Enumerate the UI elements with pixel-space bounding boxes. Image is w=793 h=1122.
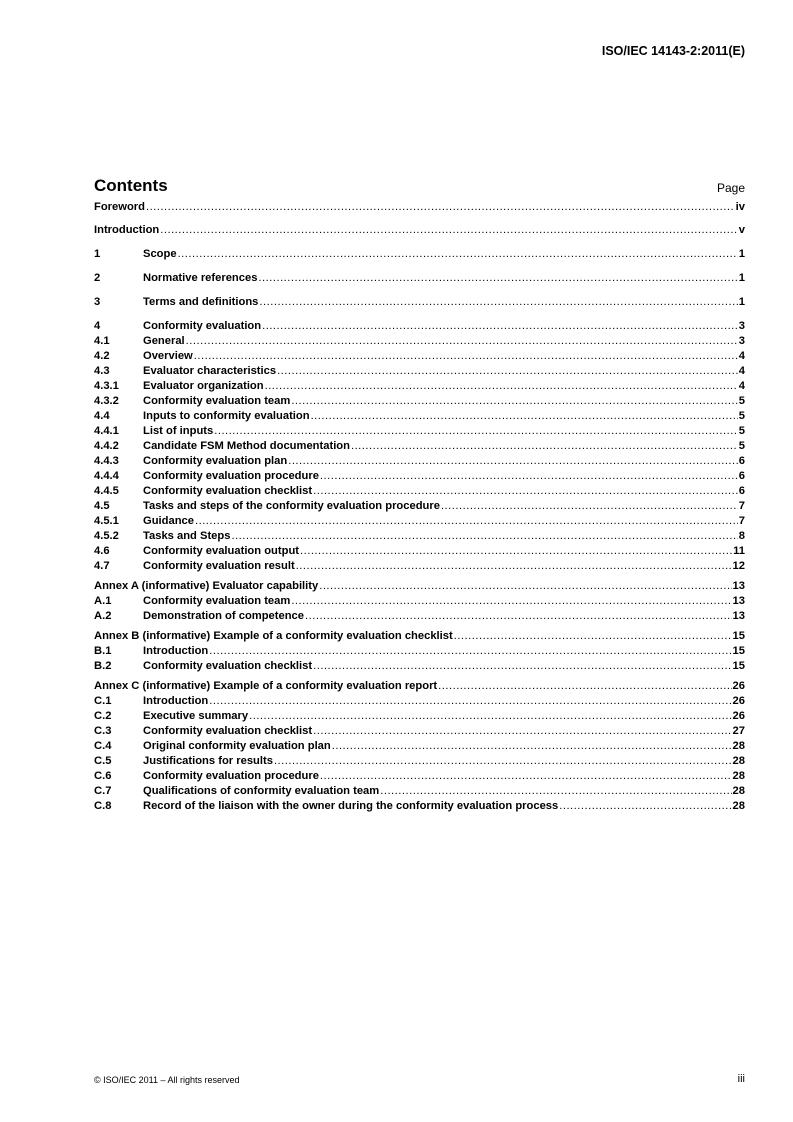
toc-entry[interactable] — [94, 629, 745, 644]
toc-entry-page: 3 — [738, 335, 745, 347]
toc-entry-page: v — [738, 224, 745, 236]
dot-leader — [332, 739, 732, 754]
toc-entry-number: 4.1 — [94, 335, 110, 347]
toc-entry-number: 4.3 — [94, 365, 110, 377]
toc-entry-title: Conformity evaluation checklist — [143, 485, 313, 497]
toc-entry[interactable] — [94, 659, 745, 674]
toc-entry-number: C.4 — [94, 740, 112, 752]
toc-entry-title: Justifications for results — [143, 755, 273, 767]
dot-leader — [311, 409, 738, 424]
dot-leader — [195, 514, 738, 529]
toc-entry[interactable] — [94, 724, 745, 739]
toc-entry-number: 4.3.1 — [94, 380, 119, 392]
toc-entry-title: List of inputs — [143, 425, 214, 437]
toc-entry-title: Tasks and Steps — [143, 530, 231, 542]
toc-entry-title: Conformity evaluation team — [143, 595, 291, 607]
toc-entry-page: 3 — [738, 320, 745, 332]
toc-entry-page: 7 — [738, 500, 745, 512]
toc-entry-title: Tasks and steps of the conformity evaluation procedure — [143, 500, 440, 512]
copyright-notice: © ISO/IEC 2011 – All rights reserved — [94, 1075, 240, 1085]
page-number: iii — [737, 1073, 745, 1085]
page-title: Contents — [94, 176, 168, 195]
toc-entry-title: Record of the liaison with the owner during the conformity evaluation process — [143, 800, 559, 812]
toc-entry-title: Annex B (informative) Example of a conformity evaluation checklist — [94, 630, 453, 642]
toc-entry-title: Guidance — [143, 515, 194, 527]
toc-entry[interactable] — [94, 709, 745, 724]
toc-entry[interactable] — [94, 454, 745, 469]
toc-entry-number: B.1 — [94, 645, 112, 657]
toc-entry-number: C.1 — [94, 695, 112, 707]
dot-leader — [160, 223, 738, 238]
toc-entry-page: 28 — [732, 785, 745, 797]
toc-entry[interactable] — [94, 409, 745, 424]
toc-entry-title: Conformity evaluation checklist — [143, 725, 313, 737]
toc-entry-number: 4.7 — [94, 560, 110, 572]
dot-leader — [186, 334, 738, 349]
toc-entry-title: Overview — [143, 350, 193, 362]
toc-entry[interactable] — [94, 609, 745, 624]
toc-entry-number: C.5 — [94, 755, 112, 767]
toc-entry-title: Original conformity evaluation plan — [143, 740, 331, 752]
toc-entry-title: Conformity evaluation procedure — [143, 470, 319, 482]
toc-entry[interactable] — [94, 364, 745, 379]
toc-entry-page: 5 — [738, 425, 745, 437]
toc-entry-title: Qualifications of conformity evaluation team — [143, 785, 380, 797]
toc-entry[interactable] — [94, 295, 745, 310]
toc-entry-title: Annex A (informative) Evaluator capability — [94, 580, 319, 592]
toc-entry-page: 28 — [732, 740, 745, 752]
toc-entry[interactable] — [94, 784, 745, 799]
toc-entry-title: Candidate FSM Method documentation — [143, 440, 350, 452]
toc-entry-number: 4.6 — [94, 545, 110, 557]
toc-entry[interactable] — [94, 739, 745, 754]
toc-entry-number: 4.4.1 — [94, 425, 119, 437]
toc-entry[interactable] — [94, 754, 745, 769]
toc-entry-title: Conformity evaluation result — [143, 560, 295, 572]
toc-entry-number: 4.5.2 — [94, 530, 119, 542]
toc-entry-page: 1 — [738, 296, 745, 308]
toc-entry-page: 4 — [738, 365, 745, 377]
toc-entry[interactable] — [94, 247, 745, 262]
toc-entry-number: 2 — [94, 272, 101, 284]
toc-entry-page: 5 — [738, 395, 745, 407]
toc-entry-page: 4 — [738, 350, 745, 362]
toc-entry-title: Introduction — [94, 224, 160, 236]
toc-entry-title: Conformity evaluation team — [143, 395, 291, 407]
toc-entry-title: Introduction — [143, 645, 209, 657]
toc-entry[interactable] — [94, 200, 745, 215]
toc-entry-page: 6 — [738, 455, 745, 467]
dot-leader — [296, 559, 732, 574]
toc-entry[interactable] — [94, 424, 745, 439]
toc-entry-title: Inputs to conformity evaluation — [143, 410, 310, 422]
dot-leader — [288, 454, 738, 469]
dot-leader — [320, 769, 732, 784]
toc-entry-page: 7 — [738, 515, 745, 527]
toc-entry-number: B.2 — [94, 660, 112, 672]
toc-entry-page: 27 — [732, 725, 745, 737]
dot-leader — [305, 609, 732, 624]
toc-entry-page: 6 — [738, 470, 745, 482]
toc-entry[interactable] — [94, 579, 745, 594]
toc-entry-page: 26 — [732, 710, 745, 722]
toc-entry-page: 28 — [732, 800, 745, 812]
toc-entry-number: C.8 — [94, 800, 112, 812]
dot-leader — [319, 579, 731, 594]
toc-entry[interactable] — [94, 334, 745, 349]
toc-entry-page: 26 — [732, 680, 745, 692]
toc-entry-number: 4.5.1 — [94, 515, 119, 527]
toc-entry-title: Executive summary — [143, 710, 249, 722]
toc-entry[interactable] — [94, 349, 745, 364]
toc-entry[interactable] — [94, 594, 745, 609]
toc-entry-number: 4.4.3 — [94, 455, 119, 467]
dot-leader — [274, 754, 732, 769]
page-column-label: Page — [716, 181, 745, 195]
toc-entry-title: Conformity evaluation output — [143, 545, 299, 557]
toc-entry-number: 4.4 — [94, 410, 110, 422]
toc-entry[interactable] — [94, 379, 745, 394]
toc-entry-number: A.2 — [94, 610, 112, 622]
dot-leader — [313, 659, 731, 674]
toc-entry-page: 15 — [732, 630, 745, 642]
dot-leader — [178, 247, 738, 262]
dot-leader — [231, 529, 737, 544]
toc-entry-page: 15 — [732, 660, 745, 672]
toc-entry-page: 15 — [732, 645, 745, 657]
toc-entry-page: 5 — [738, 410, 745, 422]
toc-entry-title: Conformity evaluation plan — [143, 455, 288, 467]
toc-entry-title: Evaluator organization — [143, 380, 264, 392]
toc-entry[interactable] — [94, 439, 745, 454]
dot-leader — [262, 319, 738, 334]
toc-entry-page: iv — [735, 201, 745, 213]
toc-entry-title: Demonstration of competence — [143, 610, 305, 622]
toc-entry-title: General — [143, 335, 185, 347]
toc-entry-page: 13 — [732, 610, 745, 622]
toc-entry-title: Conformity evaluation procedure — [143, 770, 319, 782]
toc-entry-title: Annex C (informative) Example of a conformity evaluation report — [94, 680, 438, 692]
toc-entry-title: Normative references — [143, 272, 258, 284]
toc-entry[interactable] — [94, 469, 745, 484]
dot-leader — [194, 349, 738, 364]
dot-leader — [313, 724, 731, 739]
toc-entry-title: Foreword — [94, 201, 145, 213]
dot-leader — [259, 295, 737, 310]
toc-entry-page: 13 — [732, 580, 745, 592]
toc-entry-page: 5 — [738, 440, 745, 452]
toc-entry-title: Conformity evaluation checklist — [143, 660, 313, 672]
document-id: ISO/IEC 14143-2:2011(E) — [601, 44, 745, 58]
toc-entry-page: 13 — [732, 595, 745, 607]
toc-entry[interactable] — [94, 394, 745, 409]
dot-leader — [351, 439, 738, 454]
dot-leader — [209, 694, 731, 709]
toc-entry-page: 1 — [738, 248, 745, 260]
toc-entry[interactable] — [94, 319, 745, 334]
dot-leader — [454, 629, 732, 644]
toc-entry-page: 4 — [738, 380, 745, 392]
toc-entry[interactable] — [94, 769, 745, 784]
toc-entry-page: 1 — [738, 272, 745, 284]
toc-entry-number: C.3 — [94, 725, 112, 737]
dot-leader — [291, 394, 737, 409]
dot-leader — [380, 784, 731, 799]
toc-entry-page: 8 — [738, 530, 745, 542]
dot-leader — [300, 544, 732, 559]
toc-entry[interactable] — [94, 529, 745, 544]
toc-entry-number: 3 — [94, 296, 101, 308]
toc-entry-number: C.7 — [94, 785, 112, 797]
toc-entry-page: 28 — [732, 770, 745, 782]
toc-entry[interactable] — [94, 694, 745, 709]
toc-entry[interactable] — [94, 544, 745, 559]
dot-leader — [438, 679, 731, 694]
toc-entry-title: Evaluator characteristics — [143, 365, 277, 377]
toc-entry-title: Conformity evaluation — [143, 320, 262, 332]
toc-entry-number: 4.3.2 — [94, 395, 119, 407]
toc-entry-page: 6 — [738, 485, 745, 497]
toc-entry-number: 4.4.5 — [94, 485, 119, 497]
toc-entry-number: 4.4.2 — [94, 440, 119, 452]
toc-entry[interactable] — [94, 679, 745, 694]
toc-entry-page: 28 — [732, 755, 745, 767]
toc-entry-number: A.1 — [94, 595, 112, 607]
dot-leader — [277, 364, 738, 379]
toc-entry[interactable] — [94, 223, 745, 238]
toc-entry-number: C.2 — [94, 710, 112, 722]
toc-entry-page: 26 — [732, 695, 745, 707]
toc-entry-number: 4.5 — [94, 500, 110, 512]
dot-leader — [291, 594, 731, 609]
toc-entry[interactable] — [94, 484, 745, 499]
toc-entry-number: 1 — [94, 248, 101, 260]
toc-entry[interactable] — [94, 499, 745, 514]
toc-entry-number: 4.4.4 — [94, 470, 119, 482]
dot-leader — [559, 799, 731, 814]
toc-entry[interactable] — [94, 271, 745, 286]
toc-entry[interactable] — [94, 514, 745, 529]
toc-entry-number: C.6 — [94, 770, 112, 782]
dot-leader — [313, 484, 738, 499]
toc-entry-number: 4.2 — [94, 350, 110, 362]
toc-entry[interactable] — [94, 799, 745, 814]
toc-entry[interactable] — [94, 559, 745, 574]
toc-entry-page: 12 — [732, 560, 745, 572]
toc-entry-title: Scope — [143, 248, 177, 260]
dot-leader — [214, 424, 738, 439]
dot-leader — [265, 379, 738, 394]
dot-leader — [249, 709, 731, 724]
dot-leader — [320, 469, 738, 484]
toc-entry[interactable] — [94, 644, 745, 659]
dot-leader — [441, 499, 738, 514]
toc-entry-title: Terms and definitions — [143, 296, 259, 308]
dot-leader — [209, 644, 731, 659]
toc-entry-title: Introduction — [143, 695, 209, 707]
dot-leader — [258, 271, 737, 286]
toc-entry-number: 4 — [94, 320, 101, 332]
toc-entry-page: 11 — [733, 545, 745, 557]
dot-leader — [146, 200, 735, 215]
